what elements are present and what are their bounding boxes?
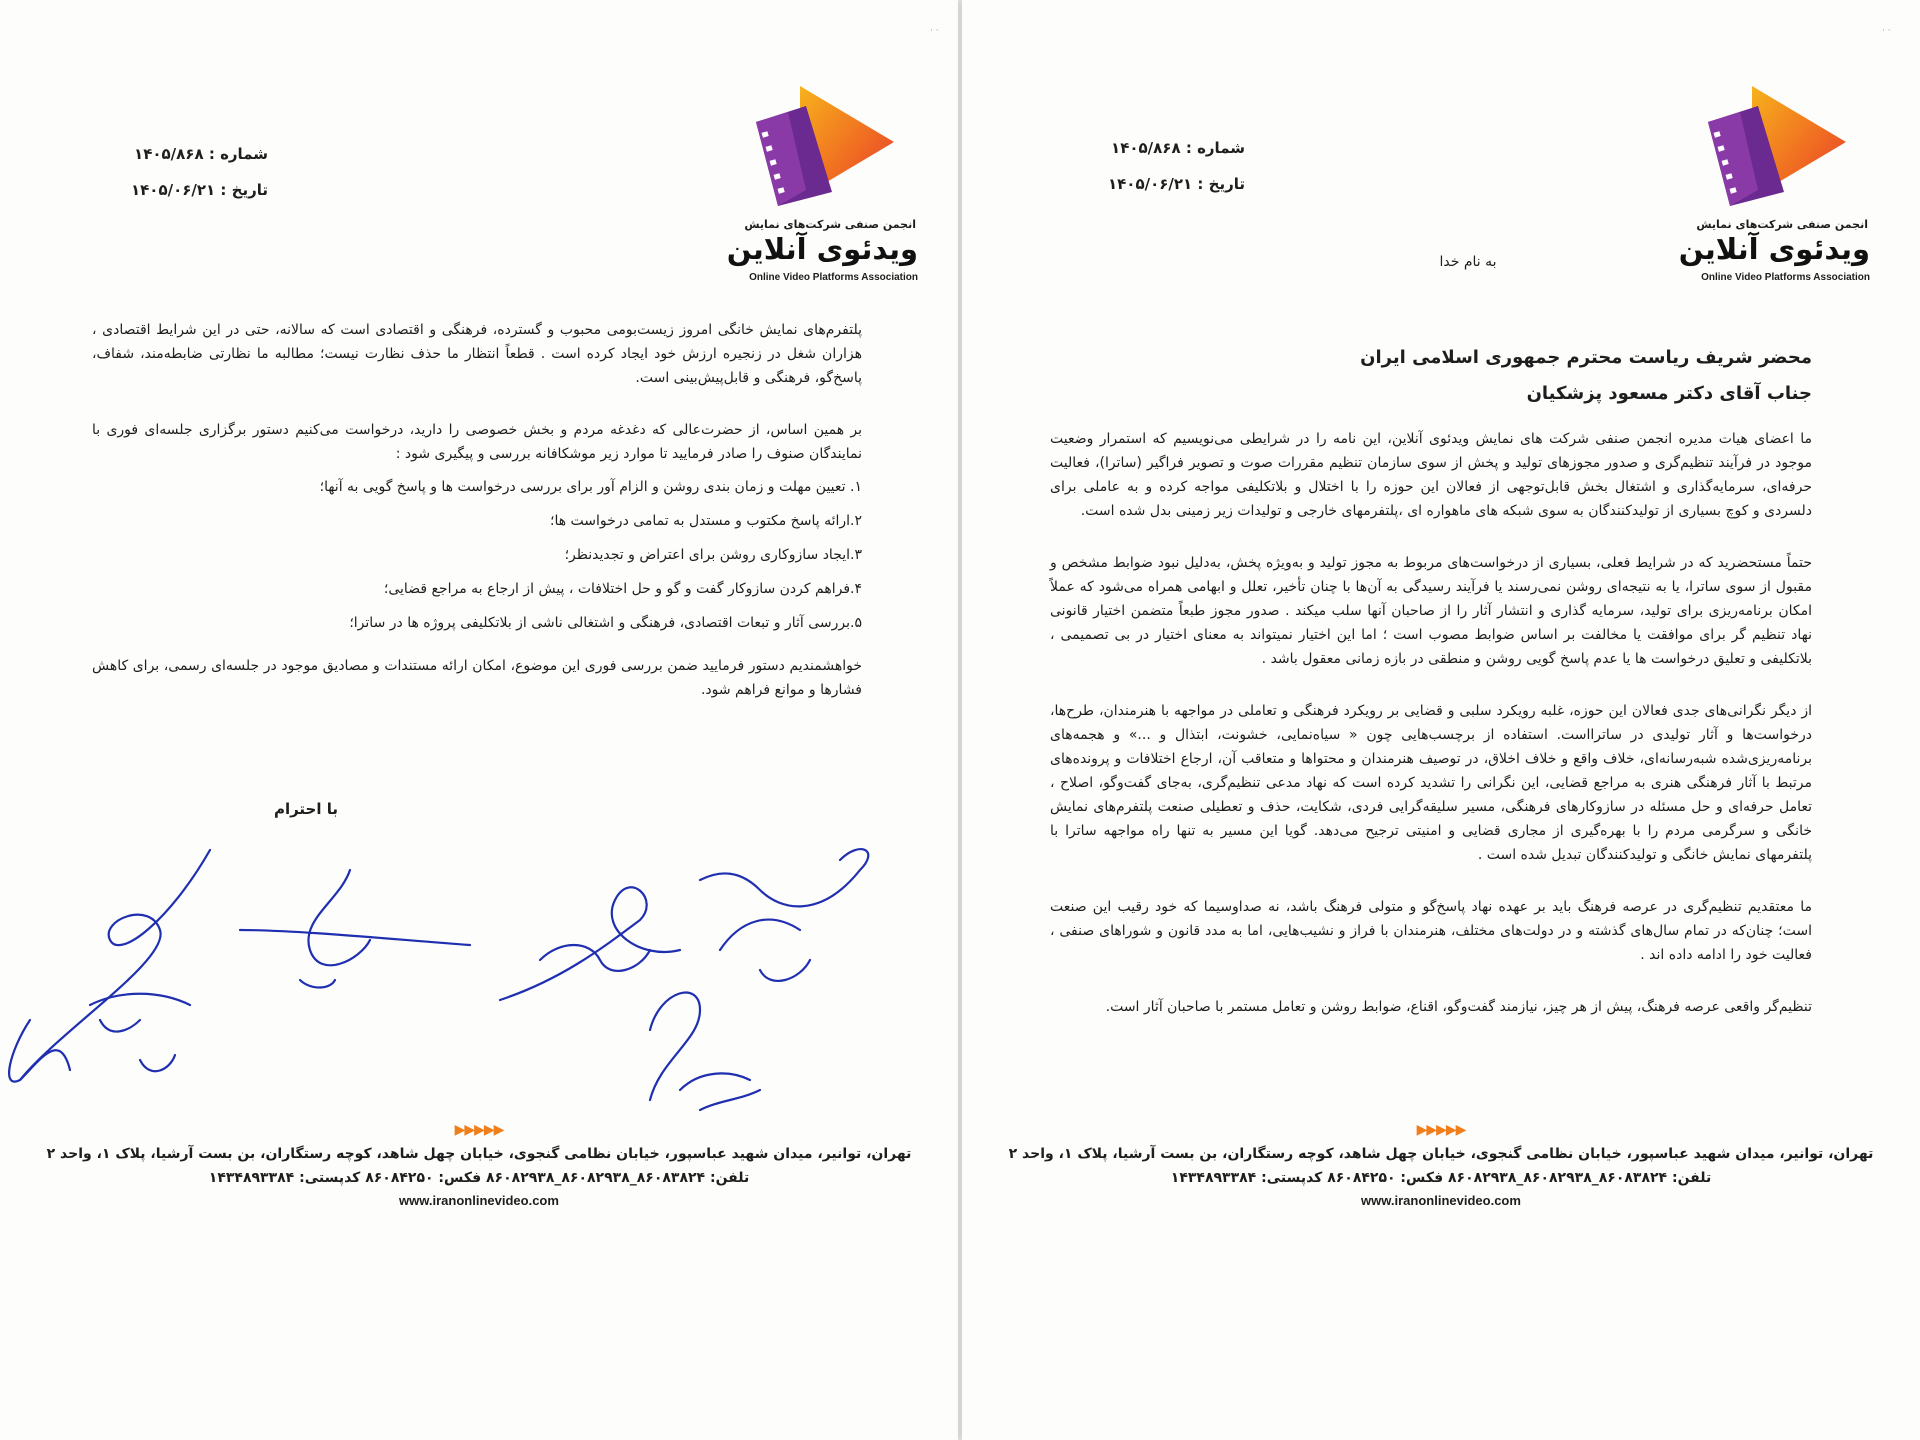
signatures-image	[0, 830, 958, 1130]
body-paragraph: حتماً مستحضرید که در شرایط فعلی، بسیاری از درخواست‌های مربوط به مجوز تولید و به‌ویژه پخش، به‌دلیل نبود ضوابط مشخص و مقبول از سوی ساترا، یا به نتیجه‌ای روشن نمی‌رسند یا فرآیند رسیدگی به آن‌ها با چنان تأخیر، تعلل و ابهامی همراه می‌شود که عملاً امکان برنامه‌ریزی برای تولید، سرمایه گذاری و انتشار آثار را از صاحبان آنها سلب میکند . صدور مجوز طبعاً متضمن اختیار قانونی نهاد تنظیم گر برای موافقت یا مخالفت بر اساس ضوابط مصوب است ؛ اما این اختیار نمیتواند به معنای اختیار در بی تصمیمی ، بلاتکلیفی و تعلیق درخواست ها یا عدم پاسخ گویی روشن و منطقی در بازه زمانی معقول باشد .	[1050, 555, 1812, 667]
org-name-big: ویدئوی آنلاین	[726, 232, 918, 266]
request-item: ۱. تعیین مهلت و زمان بندی روشن و الزام آور برای بررسی درخواست ها و پاسخ گویی به آنها؛	[319, 479, 862, 495]
recipient-title: محضر شریف ریاست محترم جمهوری اسلامی ایران	[1360, 347, 1812, 368]
footer-phone: تلفن: ۸۶۰۸۳۸۲۴_۸۶۰۸۲۹۳۸_۸۶۰۸۲۹۳۸ فکس: ۸۶۰۸۴۲۵۰ کدپستی: ۱۴۳۴۸۹۳۳۸۴	[208, 1170, 750, 1186]
footer-website: www.iranonlinevideo.com	[399, 1193, 559, 1208]
reference-block	[118, 136, 268, 208]
body-paragraph: پلتفرم‌های نمایش خانگی امروز زیست‌بومی محبوب و گسترده، فرهنگی و اقتصادی است که سالانه، حتی در این شرایط اقتصادی ، هزاران شغل در زنجیره ارزش خود ایجاد کرده است . قطعاً انتظار ما حذف نظارت نیست؛ مطالبه ما نظارتی ضابطه‌مند، شفاف، پاسخ‌گو، فرهنگی و قابل‌پیش‌بینی است.	[92, 322, 862, 386]
footer-contact	[0, 1118, 958, 1212]
association-logo	[728, 80, 918, 286]
footer-address: تهران، توانیر، میدان شهید عباسپور، خیابان نظامی گنجوی، خیابان چهل شاهد، کوچه رستگاران، بن بست آرشیا، پلاک ۱، واحد ۲	[1008, 1146, 1874, 1162]
request-item: ۳.ایجاد سازوکاری روشن برای اعتراض و تجدیدنظر؛	[564, 547, 862, 563]
org-name-english: Online Video Platforms Association	[1701, 272, 1870, 283]
play-filmstrip-icon	[1700, 80, 1850, 210]
body-paragraph: ما اعضای هیات مدیره انجمن صنفی شرکت های نمایش ویدئوی آنلاین، این نامه را در شرایطی می‌نویسیم که استمرار وضعیت موجود در فرآیند تنظیم‌گری و صدور مجوزهای تولید و پخش از سوی سازمان تنظیم مقررات صوت و تصویر فراگیر (ساترا)، فعالیت حرفه‌ای، سرمایه‌گذاری و اشتغال بخش قابل‌توجهی از فعالان این حوزه را با اختلال و بلاتکلیفی مواجه کرده و به عاملی برای دلسردی و کوچ بسیاری از تولیدکنندگان به سوی شبکه های ماهواره ای ،پلتفرمهای خارجی و تولیدات زیر زمینی بدل شده است.	[1050, 431, 1812, 519]
footer-contact	[962, 1118, 1920, 1212]
footer-arrows-icon: ▶▶▶▶▶	[454, 1122, 504, 1138]
body-paragraph: ما معتقدیم تنظیم‌گری در عرصه فرهنگ باید بر عهده نهاد پاسخ‌گو و متولی فرهنگ باشد، نه صداوسیما که خود رقیب این صنعت است؛ چنان‌که در تمام سال‌های گذشته و در دولت‌های مختلف، هنرمندان با فراز و نشیب‌هایی، اما به مدد قانون و شوراهای صنفی ، فعالیت خود را ادامه داده اند .	[1050, 899, 1812, 963]
letter-date: تاریخ : ۱۴۰۵/۰۶/۲۱	[1108, 175, 1245, 193]
letter-body-page-2	[92, 318, 862, 730]
letter-number: شماره : ۱۴۰۵/۸۶۸	[134, 145, 268, 163]
letter-date: تاریخ : ۱۴۰۵/۰۶/۲۱	[131, 181, 268, 199]
letter-page-2	[0, 0, 958, 1440]
org-name-english: Online Video Platforms Association	[749, 272, 918, 283]
body-paragraph: تنظیم‌گر واقعی عرصه فرهنگ، پیش از هر چیز، نیازمند گفت‌وگو، اقناع، ضوابط روشن و تعامل مستمر با صاحبان آثار است.	[1105, 999, 1812, 1015]
request-list	[92, 476, 862, 634]
footer-website: www.iranonlinevideo.com	[1361, 1193, 1521, 1208]
org-name-small: انجمن صنفی شرکت‌های نمایش	[744, 218, 916, 231]
body-paragraph: خواهشمندیم دستور فرمایید ضمن بررسی فوری این موضوع، امکان ارائه مستندات و مصادیق موجود در جلسه‌ای رسمی، برای کاهش فشارها و موانع فراهم شود.	[92, 658, 862, 698]
association-logo	[1680, 80, 1870, 286]
body-paragraph: بر همین اساس، از حضرت‌عالی که دغدغه مردم و بخش خصوصی را دارید، درخواست می‌کنیم دستور برگزاری جلسه‌ای فوری با نمایندگان صنوف را صادر فرمایید تا موارد زیر موشکافانه بررسی و پیگیری شود :	[92, 422, 862, 462]
scan-artifact: · ·	[1882, 26, 1891, 36]
footer-arrows-icon: ▶▶▶▶▶	[1416, 1122, 1466, 1138]
request-item: ۵.بررسی آثار و تبعات اقتصادی، فرهنگی و اشتغالی ناشی از بلاتکلیفی پروژه ها در ساترا؛	[349, 615, 862, 631]
request-item: ۲.ارائه پاسخ مکتوب و مستدل به تمامی درخواست ها؛	[550, 513, 862, 529]
scan-artifact: · ·	[930, 26, 939, 36]
recipient-block	[1100, 340, 1812, 412]
letter-body-page-1	[1050, 427, 1812, 1047]
closing-salutation: با احترام	[273, 800, 338, 818]
basmala: به نام خدا	[1439, 254, 1497, 270]
org-name-big: ویدئوی آنلاین	[1678, 232, 1870, 266]
org-name-small: انجمن صنفی شرکت‌های نمایش	[1696, 218, 1868, 231]
request-item: ۴.فراهم کردن سازوکار گفت و گو و حل اختلافات ، پیش از ارجاع به مراجع قضایی؛	[383, 581, 862, 597]
play-filmstrip-icon	[748, 80, 898, 210]
body-paragraph: از دیگر نگرانی‌های جدی فعالان این حوزه، غلبه رویکرد سلبی و قضایی بر رویکرد فرهنگی و تعاملی در مواجهه با هنرمندان، طرح‌ها، درخواست‌ها و آثار تولیدی در ساترااست. استفاده از برچسب‌هایی چون « سیاه‌نمایی، خشونت، ابتذال و ...» و هجمه‌های برنامه‌ریزی‌شده شبه‌رسانه‌ای، خلاف واقع و خلاف اخلاق، در توصیف هنرمندان و محتواها و متعاقب آن، ارجاع اختلافات و پرونده‌های مرتبط با آثار فرهنگی هنری به مراجع قضایی، این نگرانی را تشدید کرده است که نهاد مدعی تنظیم‌گری، به‌جای گفت‌وگو، اصلاح ، تعامل حرفه‌ای و حل مسئله در سازوکارهای فرهنگی، مسیر سلیقه‌گرایی فردی، شکایت، حذف و تعطیلی صنعت پلتفرم‌های نمایش خانگی و سرگرمی مردم را با بهره‌گیری از مجاری قضایی و امنیتی ترجیح می‌دهد. گویا این مسیر به تنها راه مواجهه ساترا با پلتفرمهای نمایش خانگی و تولیدکنندگان تبدیل شده است .	[1050, 703, 1812, 863]
reference-block	[1095, 130, 1245, 202]
footer-phone: تلفن: ۸۶۰۸۳۸۲۴_۸۶۰۸۲۹۳۸_۸۶۰۸۲۹۳۸ فکس: ۸۶۰۸۴۲۵۰ کدپستی: ۱۴۳۴۸۹۳۳۸۴	[1170, 1170, 1712, 1186]
letter-number: شماره : ۱۴۰۵/۸۶۸	[1111, 139, 1245, 157]
recipient-name: جناب آقای دکتر مسعود پزشکیان	[1526, 383, 1812, 404]
footer-address: تهران، توانیر، میدان شهید عباسپور، خیابان نظامی گنجوی، خیابان چهل شاهد، کوچه رستگاران، بن بست آرشیا، پلاک ۱، واحد ۲	[46, 1146, 912, 1162]
letter-page-1	[962, 0, 1920, 1440]
